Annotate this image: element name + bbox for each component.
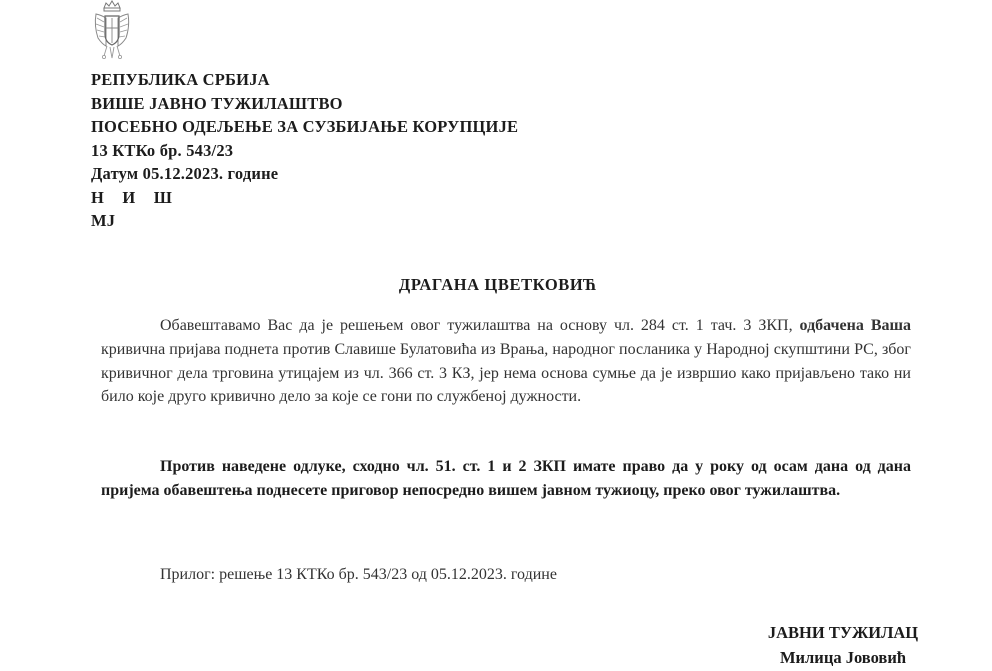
recipient-name <box>0 275 992 295</box>
header-country: РЕПУБЛИКА СРБИЈА <box>91 70 270 89</box>
recipient-name-text: ДРАГАНА ЦВЕТКОВИЋ <box>398 275 598 294</box>
p1-start: Обавештавамо Вас да је решењем овог тужилаштва на основу чл. 284 ст. 1 тач. 3 ЗКП, <box>160 317 800 334</box>
document-header <box>91 68 518 233</box>
header-institution: ВИШЕ ЈАВНО ТУЖИЛАШТВО <box>91 93 343 113</box>
attachment-line: Прилог: решење 13 КТКо бр. 543/23 од 05.12.2023. године <box>160 566 557 583</box>
body-paragraph-2 <box>101 455 911 503</box>
header-initials: МЈ <box>91 211 116 230</box>
p1-bold: одбачена Ваша <box>799 317 912 334</box>
p1-rest: кривична пријава поднета против Славише Булатовића из Врања, народног посланика у Народној скупштини РС, због кривичног дела трговина утицајем из чл. 366 ст. 3 КЗ, јер нема основа сумње да је извршио како пријављено тако ни било које друго кривично дело за које се гони по службеној дужности. <box>101 340 911 406</box>
serbia-coat-of-arms-icon <box>92 0 132 62</box>
p2-text: Против наведене одлуке, сходно чл. 51. ст. 1 и 2 ЗКП имате право да у року од осам дана од дана пријема обавештења поднесете приговор непосредно вишем јавном тужиоцу, преко овог тужилаштва. <box>101 458 911 499</box>
signature-title: ЈАВНИ ТУЖИЛАЦ <box>767 623 919 642</box>
signature-block <box>748 620 938 670</box>
header-case-number: 13 КТКо бр. 543/23 <box>91 140 234 160</box>
header-city: Н И Ш <box>91 187 173 207</box>
signature-name: Милица Јововић <box>779 648 907 667</box>
header-department: ПОСЕБНО ОДЕЉЕЊЕ ЗА СУЗБИЈАЊЕ КОРУПЦИЈЕ <box>91 117 519 136</box>
header-date: Датум 05.12.2023. године <box>91 164 279 183</box>
body-paragraph-1 <box>101 314 911 409</box>
